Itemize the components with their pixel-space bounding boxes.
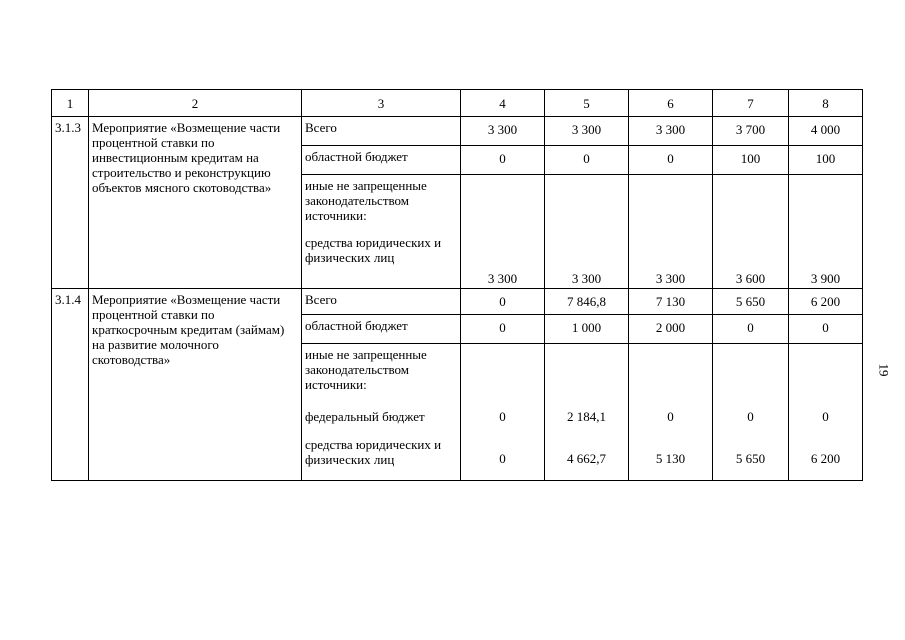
regional-label: областной бюджет (302, 146, 461, 175)
sources-cell (302, 344, 461, 481)
value-cell: 7 130 (629, 289, 713, 315)
header-cell: 1 (52, 90, 89, 117)
row-description: Мероприятие «Возмещение части процентной ставки по краткосрочным кредитам (займам) на развитие молочного скотоводства» (89, 289, 302, 481)
value-cell: 0 (499, 409, 506, 424)
value-cell: 2 184,1 (567, 409, 606, 424)
funding-table (51, 89, 863, 481)
value-cell: 1 000 (545, 315, 629, 344)
value-column (789, 344, 863, 481)
value-cell: 0 (789, 315, 863, 344)
value-cell: 6 200 (810, 451, 841, 466)
value-cell: 5 650 (735, 451, 766, 466)
total-label: Всего (302, 289, 461, 315)
value-cell: 4 662,7 (567, 451, 606, 466)
header-cell: 4 (461, 90, 545, 117)
value-cell: 0 (461, 146, 545, 175)
value-cell: 0 (461, 315, 545, 344)
page-number: 19 (876, 363, 892, 377)
value-cell: 0 (499, 451, 506, 466)
value-cell: 0 (461, 289, 545, 315)
table-row (52, 117, 863, 146)
value-cell: 0 (629, 146, 713, 175)
value-cell: 3 600 (713, 175, 789, 289)
value-cell: 3 300 (629, 175, 713, 289)
value-cell: 7 846,8 (545, 289, 629, 315)
federal-label: федеральный бюджет (305, 409, 425, 424)
legal-label: средства юридических и физических лиц (305, 235, 442, 265)
value-cell: 3 300 (461, 117, 545, 146)
value-cell: 0 (713, 315, 789, 344)
value-cell: 0 (667, 409, 674, 424)
table-row (52, 289, 863, 315)
value-cell: 0 (822, 409, 829, 424)
value-cell: 3 300 (545, 175, 629, 289)
value-cell: 100 (789, 146, 863, 175)
value-cell: 3 300 (629, 117, 713, 146)
header-cell: 8 (789, 90, 863, 117)
value-column (629, 344, 713, 481)
value-cell: 3 300 (545, 117, 629, 146)
header-cell: 2 (89, 90, 302, 117)
total-label: Всего (302, 117, 461, 146)
other-sources-label: иные не запрещенные законодательством источники: (305, 178, 427, 223)
value-cell: 100 (713, 146, 789, 175)
legal-label: средства юридических и физических лиц (305, 437, 442, 467)
row-description: Мероприятие «Возмещение части процентной ставки по инвестиционным кредитам на строительство и реконструкцию объектов мясного скотоводства» (89, 117, 302, 289)
value-column (545, 344, 629, 481)
value-cell: 2 000 (629, 315, 713, 344)
header-row (52, 90, 863, 117)
regional-label: областной бюджет (302, 315, 461, 344)
value-cell: 0 (747, 409, 754, 424)
value-cell: 5 130 (655, 451, 686, 466)
value-cell: 4 000 (789, 117, 863, 146)
other-sources-label: иные не запрещенные законодательством источники: (305, 347, 427, 392)
header-cell: 3 (302, 90, 461, 117)
header-cell: 6 (629, 90, 713, 117)
header-cell: 5 (545, 90, 629, 117)
sources-cell (302, 175, 461, 289)
row-index: 3.1.3 (52, 117, 89, 289)
value-cell: 5 650 (713, 289, 789, 315)
value-cell: 0 (545, 146, 629, 175)
value-cell: 3 900 (789, 175, 863, 289)
value-column (713, 344, 789, 481)
value-cell: 3 300 (461, 175, 545, 289)
header-cell: 7 (713, 90, 789, 117)
row-index: 3.1.4 (52, 289, 89, 481)
value-cell: 6 200 (789, 289, 863, 315)
value-column (461, 344, 545, 481)
value-cell: 3 700 (713, 117, 789, 146)
